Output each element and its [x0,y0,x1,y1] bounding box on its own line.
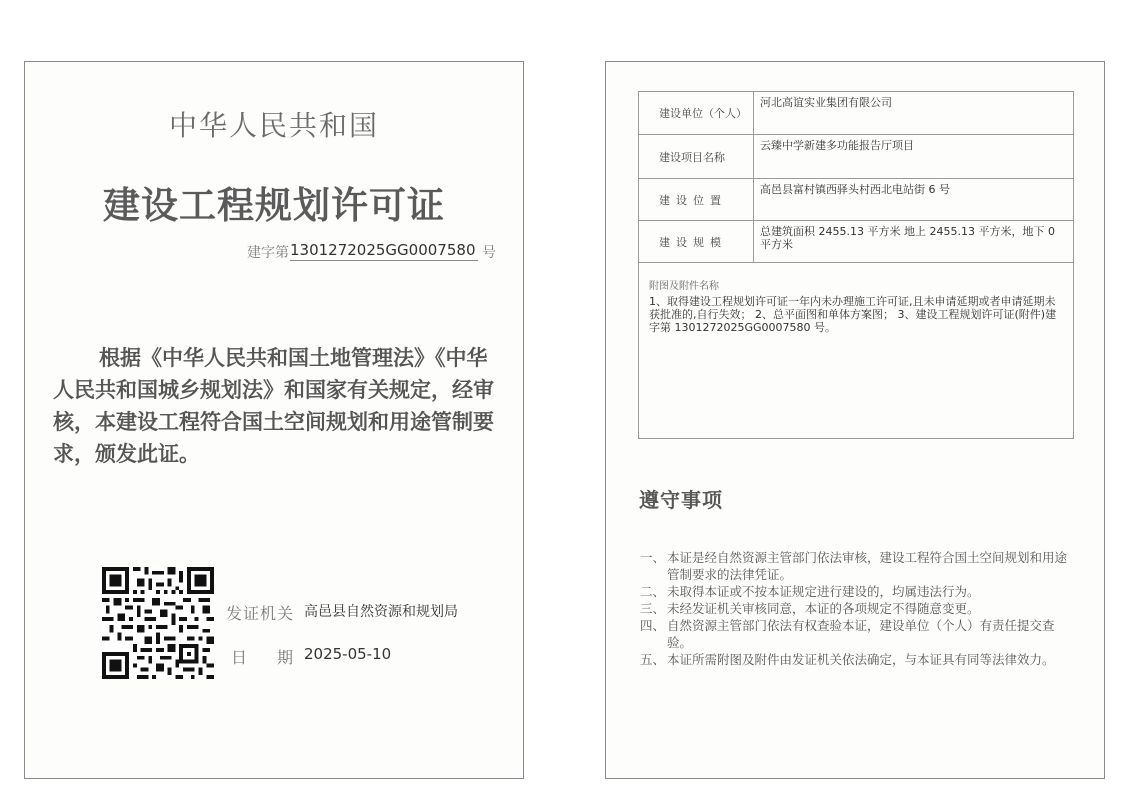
row-value: 云臻中学新建多功能报告厅项目 [754,135,1074,179]
date-label-char-2: 期 [276,648,293,667]
certificate-number-suffix: 号 [482,245,496,261]
rules-title: 遵守事项 [639,488,723,512]
row-label: 建设位置 [639,179,754,221]
row-value: 高邑县富村镇西驿头村西北电站街 6 号 [754,179,1074,221]
rule-text: 本证所需附图及附件由发证机关依法确定，与本证具有同等法律效力。 [667,652,1055,667]
rule-number: 三、 [640,601,666,616]
country-name: 中华人民共和国 [168,109,379,142]
attachments-row [639,263,1074,439]
row-label: 建设单位（个人） [639,92,754,135]
list-item [640,583,1072,600]
issuer-value: 高邑县自然资源和规划局 [304,604,458,620]
rule-text: 本证是经自然资源主管部门依法审核，建设工程符合国土空间规划和用途管制要求的法律凭证。 [667,550,1068,582]
rule-text: 未取得本证或不按本证规定进行建设的，均属违法行为。 [667,584,980,599]
row-label: 建设项目名称 [639,135,754,179]
list-item [640,549,1072,583]
table-row [639,221,1074,263]
certificate-front-page [24,61,524,779]
date-label [231,645,293,668]
row-value: 河北高谊实业集团有限公司 [754,92,1074,135]
rule-text: 未经发证机关审核同意，本证的各项规定不得随意变更。 [667,601,980,616]
qr-code-icon [102,567,214,679]
rule-number: 五、 [640,652,666,667]
table-row [639,179,1074,221]
rule-number: 一、 [640,550,666,565]
certificate-number-row [247,240,497,264]
rule-text: 自然资源主管部门依法有权查验本证，建设单位（个人）有责任提交查验。 [667,618,1055,650]
certificate-title: 建设工程规划许可证 [103,184,445,227]
date-label-char-1: 日 [231,648,248,667]
table-row [639,135,1074,179]
attachments-cell [639,263,1074,439]
list-item [640,617,1072,651]
certificate-number-prefix: 建字第 [247,245,289,261]
attachments-label: 附图及附件名称 [649,281,719,292]
rules-list [640,549,1072,668]
row-value: 总建筑面积 2455.13 平方米 地上 2455.13 平方米，地下 0 平方米 [754,221,1074,263]
issuance-statement: 根据《中华人民共和国土地管理法》《中华人民共和国城乡规划法》和国家有关规定，经审核，本建设工程符合国土空间规划和用途管制要求，颁发此证。 [53,346,494,466]
list-item [640,651,1072,668]
attachments-text: 1、取得建设工程规划许可证一年内未办理施工许可证,且未申请延期或者申请延期未获批准的,自行失效； 2、总平面图和单体方案图； 3、建设工程规划许可证(附件)建字第 1301272025GG0007580 号。 [649,295,1057,334]
row-label: 建设规模 [639,221,754,263]
table-row [639,92,1074,135]
issuer-label: 发证机关 [226,604,295,623]
certificate-back-page [605,61,1105,779]
certificate-number: 1301272025GG0007580 [290,241,478,261]
rule-number: 四、 [640,618,666,633]
date-value: 2025-05-10 [304,645,392,663]
rule-number: 二、 [640,584,666,599]
list-item [640,600,1072,617]
project-info-table [638,91,1074,439]
